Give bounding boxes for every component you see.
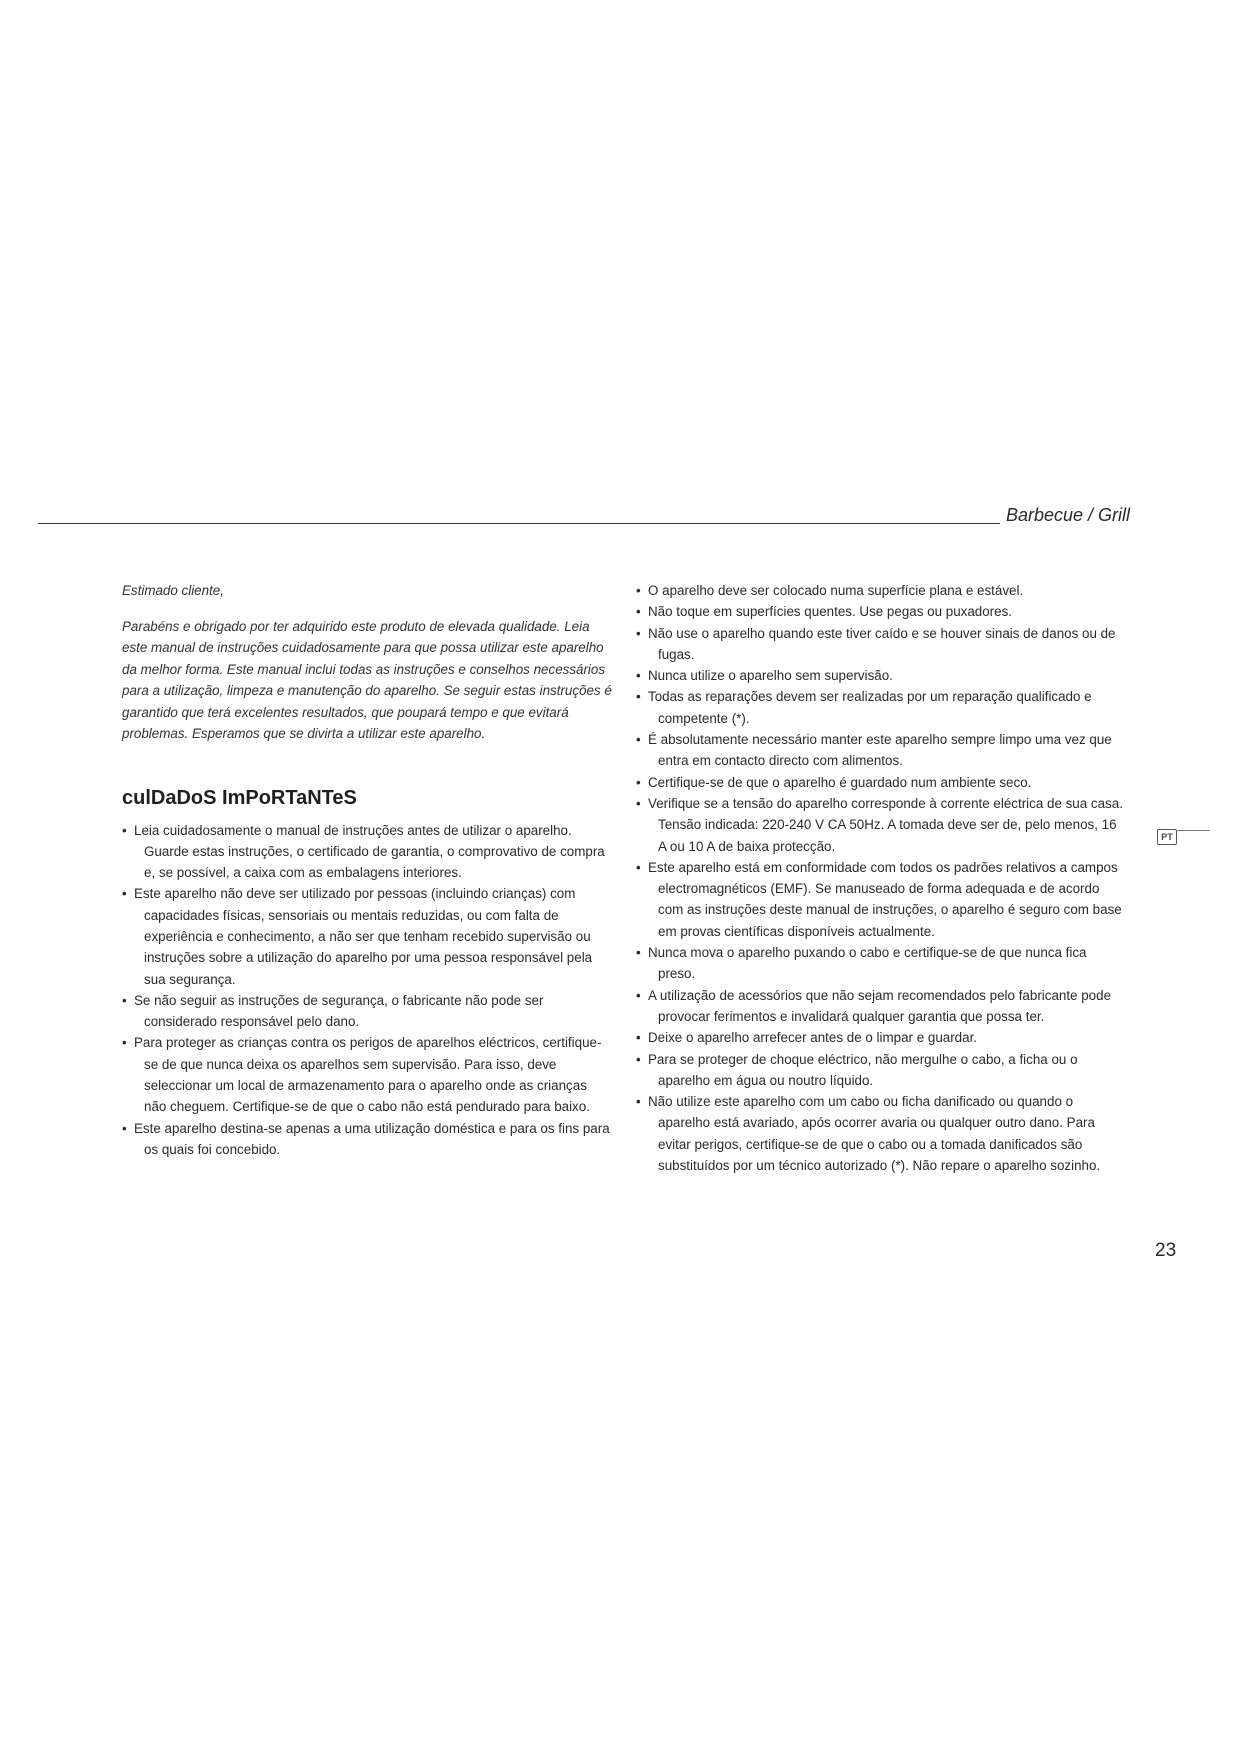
list-item: • Todas as reparações devem ser realizadas por um reparação qualificado e competente (*).: [636, 686, 1126, 729]
list-item: • O aparelho deve ser colocado numa superfície plana e estável.: [636, 580, 1126, 601]
list-item: • Não utilize este aparelho com um cabo ou ficha danificado ou quando o aparelho está avariado, após ocorrer avaria ou qualquer outro dano. Para evitar perigos, certifique-se de que o cabo ou a tomada danificados são substituídos por um técnico autorizado (*). Não repare o aparelho sozinho.: [636, 1091, 1126, 1176]
list-item: • Este aparelho destina-se apenas a uma utilização doméstica e para os fins para os quais foi concebido.: [122, 1118, 612, 1161]
right-column: [636, 580, 1126, 1176]
list-item: • Este aparelho não deve ser utilizado por pessoas (incluindo crianças) com capacidades físicas, sensoriais ou mentais reduzidas, ou com falta de experiência e conhecimento, a não ser que tenham recebido supervisão ou instruções sobre a utilização do aparelho por uma pessoa responsável pela sua segurança.: [122, 883, 612, 989]
list-item: • Nunca mova o aparelho puxando o cabo e certifique-se de que nunca fica preso.: [636, 942, 1126, 985]
list-item: • A utilização de acessórios que não sejam recomendados pelo fabricante pode provocar ferimentos e invalidará qualquer garantia que possa ter.: [636, 985, 1126, 1028]
intro-greeting: Estimado cliente,: [122, 583, 224, 598]
left-bullet-list: [122, 820, 612, 1161]
list-item: • Deixe o aparelho arrefecer antes de o limpar e guardar.: [636, 1027, 1126, 1048]
list-item: • Não toque em superfícies quentes. Use pegas ou puxadores.: [636, 601, 1126, 622]
list-item: • Se não seguir as instruções de segurança, o fabricante não pode ser considerado responsável pelo dano.: [122, 990, 612, 1033]
list-item: • Este aparelho está em conformidade com todos os padrões relativos a campos electromagnéticos (EMF). Se manuseado de forma adequada e de acordo com as instruções deste manual de instruções, o aparelho é seguro com base em provas científicas disponíveis actualmente.: [636, 857, 1126, 942]
section-title: culDaDoS ImPoRTaNTeS: [122, 786, 357, 809]
list-item: • Para se proteger de choque eléctrico, não mergulhe o cabo, a ficha ou o aparelho em água ou noutro líquido.: [636, 1049, 1126, 1092]
left-column: [122, 580, 612, 1160]
list-item: • Certifique-se de que o aparelho é guardado num ambiente seco.: [636, 772, 1126, 793]
list-item: • Verifique se a tensão do aparelho corresponde à corrente eléctrica de sua casa. Tensão indicada: 220-240 V CA 50Hz. A tomada deve ser de, pelo menos, 16 A ou 10 A de baixa protecção.: [636, 793, 1126, 857]
header-rule: [38, 523, 1000, 524]
list-item: • Não use o aparelho quando este tiver caído e se houver sinais de danos ou de fugas.: [636, 623, 1126, 666]
list-item: • Para proteger as crianças contra os perigos de aparelhos eléctricos, certifique-se de que nunca deixa os aparelhos sem supervisão. Para isso, deve seleccionar um local de armazenamento para o aparelho onde as crianças não cheguem. Certifique-se de que o cabo não está pendurado para baixo.: [122, 1032, 612, 1117]
intro-paragraph: Parabéns e obrigado por ter adquirido este produto de elevada qualidade. Leia este manual de instruções cuidadosamente para que possa utilizar este aparelho da melhor forma. Este manual inclui todas as instruções e conselhos necessários para a utilização, limpeza e manutenção do aparelho. Se seguir estas instruções é garantido que terá excelentes resultados, que poupará tempo e que evitará problemas. Esperamos que se divirta a utilizar este aparelho.: [122, 618, 612, 741]
list-item: • Leia cuidadosamente o manual de instruções antes de utilizar o aparelho. Guarde estas instruções, o certificado de garantia, o comprovativo de compra e, se possível, a caixa com as embalagens interiores.: [122, 820, 612, 884]
list-item: • É absolutamente necessário manter este aparelho sempre limpo uma vez que entra em contacto directo com alimentos.: [636, 729, 1126, 772]
page-header-title: Barbecue / Grill: [1006, 505, 1131, 525]
right-bullet-list: [636, 580, 1126, 1176]
list-item: • Nunca utilize o aparelho sem supervisão.: [636, 665, 1126, 686]
language-tab-line: [1176, 830, 1210, 831]
language-tab: PT: [1157, 829, 1177, 845]
page-number: 23: [1155, 1240, 1177, 1261]
